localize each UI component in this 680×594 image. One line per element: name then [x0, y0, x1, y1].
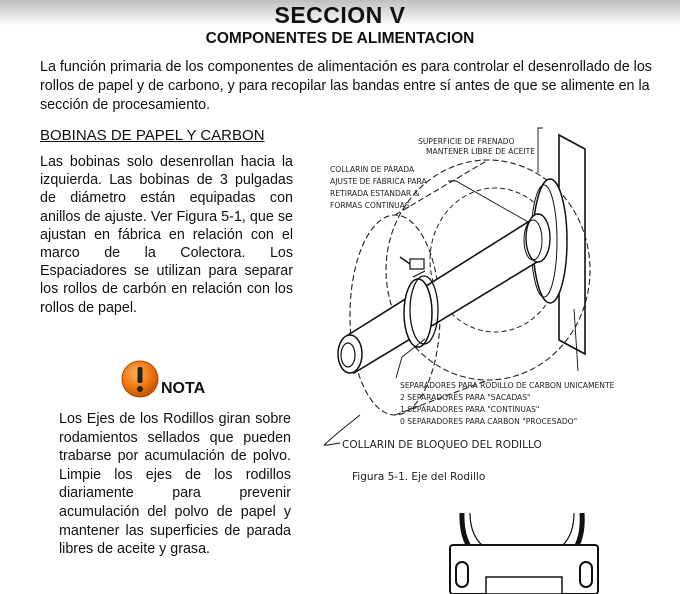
callout-separators-2: 1 SEPARADORES PARA "CONTINUAS"	[400, 405, 540, 414]
callout-collar-3: RETIRADA ESTANDAR &	[330, 189, 420, 198]
callout-collar-2: AJUSTE DE FÁBRICA PARA	[330, 177, 427, 186]
callout-surface-1: SUPERFICIE DE FRENADO	[418, 137, 515, 146]
callout-surface-2: MANTENER LIBRE DE ACEITE	[426, 147, 536, 156]
note-body: Los Ejes de los Rodillos giran sobre rodamientos sellados que pueden trabarse por acumulación de polvo. Limpie los ejes de los rodillos diariamente para prevenir acumulación del polvo de papel y mantener las superficies de parada libres de aceite y grasa.	[59, 411, 291, 558]
lock-collar	[404, 279, 432, 347]
page-title: SECCION V	[274, 2, 406, 28]
callout-separators-3: 0 SEPARADORES PARA CARBON "PROCESADO"	[400, 417, 578, 426]
callout-lock-collar: COLLARIN DE BLOQUEO DEL RODILLO	[342, 439, 542, 451]
shaft	[348, 217, 542, 373]
figure-caption: Figura 5-1. Eje del Rodillo	[352, 471, 486, 483]
section-body: Las bobinas solo desenrollan hacia la izquierda. Las bobinas de 3 pulgadas de diámetro están equipadas con anillos de ajuste. Ver Figura 5-1, que se ajustan en fábrica en relación con el marco de la Colectora. Los Espaciadores se utilizan para separar los rollos de carbón en relación con los rollos de papel.	[40, 154, 293, 316]
callout-collar-1: COLLARIN DE PARADA	[330, 165, 415, 174]
page-subtitle: COMPONENTES DE ALIMENTACION	[205, 30, 475, 47]
roller-shaft-figure	[300, 125, 680, 594]
thumb-screw	[410, 259, 424, 269]
intro-paragraph: La función primaria de los componentes de alimentación es para controlar el desenrollado de los rollos de papel y de carbono, y para recopilar las bandas entre sí antes de que se alimente en la sección de procesamiento.	[40, 59, 652, 113]
section-heading: BOBINAS DE PAPEL Y CARBON	[40, 127, 265, 144]
exclamation-icon	[121, 360, 159, 398]
note-label: NOTA	[161, 380, 206, 397]
callout-collar-4: FORMAS CONTINUAS	[330, 201, 410, 210]
callout-separators-1: 2 SEPARADORES PARA "SACADAS"	[400, 393, 531, 402]
callout-separators-title: SEPARADORES PARA RODILLO DE CARBON UNICAMENTE	[400, 381, 615, 390]
